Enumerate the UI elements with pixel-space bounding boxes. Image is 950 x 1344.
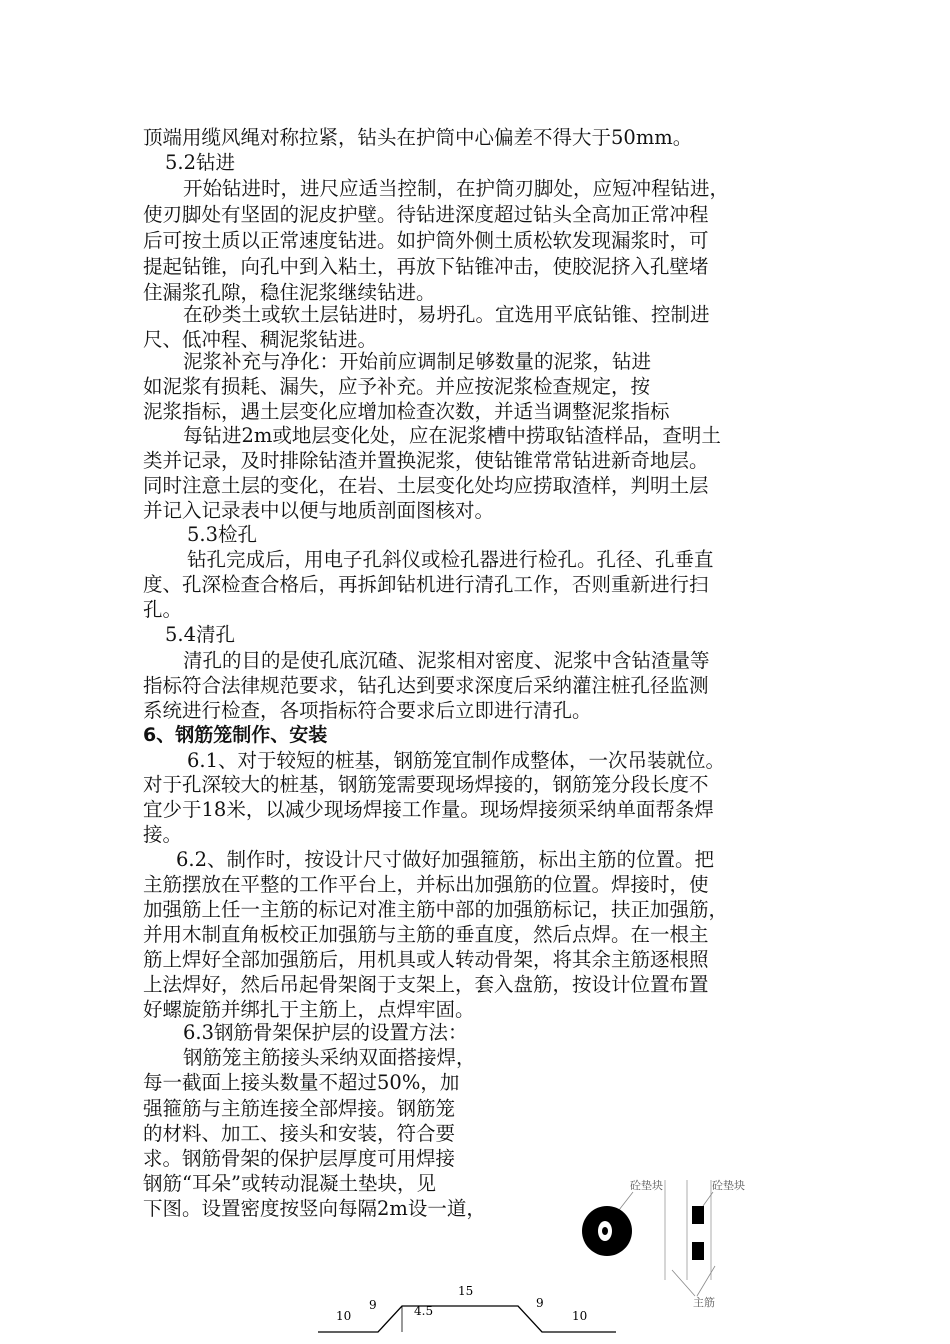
text-line: 类并记录，及时排除钻渣并置换泥浆，使钻锥常常钻进新奇地层。 (143, 449, 709, 472)
text-line: 并用木制直角板校正加强筋与主筋的垂直度，然后点焊。在一根主 (143, 923, 709, 946)
text-line: 6.1、对于较短的桩基，钢筋笼宜制作成整体，一次吊装就位。 (187, 749, 726, 772)
text-line: 泥浆补充与净化：开始前应调制足够数量的泥浆，钻进 (183, 350, 652, 373)
text-line: 泥浆指标，遇土层变化应增加检查次数，并适当调整泥浆指标 (143, 400, 670, 423)
text-line: 在砂类土或软土层钻进时，易坍孔。宜选用平底钻锥、控制进 (183, 303, 710, 326)
spacer-core (602, 1227, 608, 1235)
text-line: 强箍筋与主筋连接全部焊接。钢筋笼 (143, 1097, 456, 1120)
dim-label: 15 (458, 1284, 474, 1298)
text-line: 6.2、制作时，按设计尺寸做好加强箍筋，标出主筋的位置。把 (176, 848, 715, 871)
leader-line (619, 1192, 633, 1210)
spacer-block (692, 1242, 704, 1260)
leader-line (672, 1270, 695, 1296)
text-line: 上法焊好，然后吊起骨架阁于支架上，套入盘筋，按设计位置布置 (143, 973, 709, 996)
dim-label: 10 (572, 1309, 588, 1323)
text-line: 住漏浆孔隙，稳住泥浆继续钻进。 (143, 281, 436, 304)
text-line: 好螺旋筋并绑扎于主筋上，点焊牢固。 (143, 998, 475, 1021)
figure-label-left: 砼垫块 (630, 1179, 663, 1192)
text-line: 宜少于18米，以减少现场焊接工作量。现场焊接须采纳单面帮条焊 (143, 798, 714, 821)
text-line: 度、孔深检查合格后，再拆卸钻机进行清孔工作，否则重新进行扫 (143, 573, 709, 596)
figure-label-bottom: 主筋 (693, 1296, 715, 1309)
text-line: 使刃脚处有坚固的泥皮护壁。待钻进深度超过钻头全高加正常冲程 (143, 203, 709, 226)
text-line: 并记入记录表中以便与地质剖面图核对。 (143, 499, 495, 522)
dim-label: 9 (536, 1296, 544, 1310)
text-line: 加强筋上任一主筋的标记对准主筋中部的加强筋标记，扶正加强筋， (143, 898, 729, 921)
text-line: 系统进行检查，各项指标符合要求后立即进行清孔。 (143, 699, 592, 722)
text-line: 如泥浆有损耗、漏失，应予补充。并应按泥浆检查规定，按 (143, 375, 651, 398)
text-line: 开始钻进时，进尺应适当控制，在护筒刃脚处，应短冲程钻进， (183, 177, 730, 200)
dim-label: 10 (336, 1309, 352, 1323)
section-heading-5-4: 5.4清孔 (165, 623, 236, 646)
text-line: 孔。 (143, 598, 183, 621)
text-line: 的材料、加工、接头和安装，符合要 (143, 1122, 456, 1145)
leader-line (697, 1266, 715, 1296)
text-line: 清孔的目的是使孔底沉碴、泥浆相对密度、泥浆中含钻渣量等 (183, 649, 710, 672)
section-heading-5-3: 5.3检孔 (187, 523, 258, 546)
text-line: 接。 (143, 823, 183, 846)
dim-label: 4.5 (414, 1304, 434, 1318)
text-line: 主筋摆放在平整的工作平台上，并标出加强筋的位置。焊接时，使 (143, 873, 709, 896)
leader-line (703, 1192, 713, 1206)
section-heading-6-3: 6.3钢筋骨架保护层的设置方法： (183, 1021, 468, 1044)
spacer-block (692, 1206, 704, 1224)
figure-label-right: 砼垫块 (712, 1179, 745, 1192)
bent-bar-dimension-drawing (310, 1278, 630, 1338)
text-line: 钢筋笼主筋接头采纳双面搭接焊， (183, 1046, 476, 1069)
text-line: 后可按土质以正常速度钻进。如护筒外侧土质松软发现漏浆时，可 (143, 229, 709, 252)
text-line: 下图。设置密度按竖向每隔2m设一道， (143, 1197, 486, 1220)
section-heading-5-2: 5.2钻进 (165, 151, 236, 174)
text-line: 筋上焊好全部加强筋后，用机具或人转动骨架，将其余主筋逐根照 (143, 948, 709, 971)
text-line: 钻孔完成后，用电子孔斜仪或检孔器进行检孔。孔径、孔垂直 (187, 548, 714, 571)
text-line: 提起钻锥，向孔中到入粘土，再放下钻锥冲击，使胶泥挤入孔壁堵 (143, 255, 709, 278)
text-line: 求。钢筋骨架的保护层厚度可用焊接 (143, 1147, 456, 1170)
text-line: 顶端用缆风绳对称拉紧，钻头在护筒中心偏差不得大于50mm。 (143, 126, 693, 149)
text-line: 尺、低冲程、稠泥浆钻进。 (143, 328, 378, 351)
text-line: 同时注意土层的变化，在岩、土层变化处均应捞取渣样，判明土层 (143, 474, 709, 497)
text-line: 每一截面上接头数量不超过50%，加 (143, 1071, 460, 1094)
text-line: 指标符合法律规范要求，钻孔达到要求深度后采纳灌注桩孔径监测 (143, 674, 709, 697)
section-heading-6: 6、钢筋笼制作、安装 (143, 724, 328, 746)
text-line: 钢筋“耳朵”或转动混凝土垫块，见 (143, 1172, 436, 1195)
dim-label: 9 (369, 1298, 377, 1312)
text-line: 对于孔深较大的桩基，钢筋笼需要现场焊接的，钢筋笼分段长度不 (143, 773, 709, 796)
text-line: 每钻进2m或地层变化处，应在泥浆槽中捞取钻渣样品，查明土 (183, 424, 721, 447)
